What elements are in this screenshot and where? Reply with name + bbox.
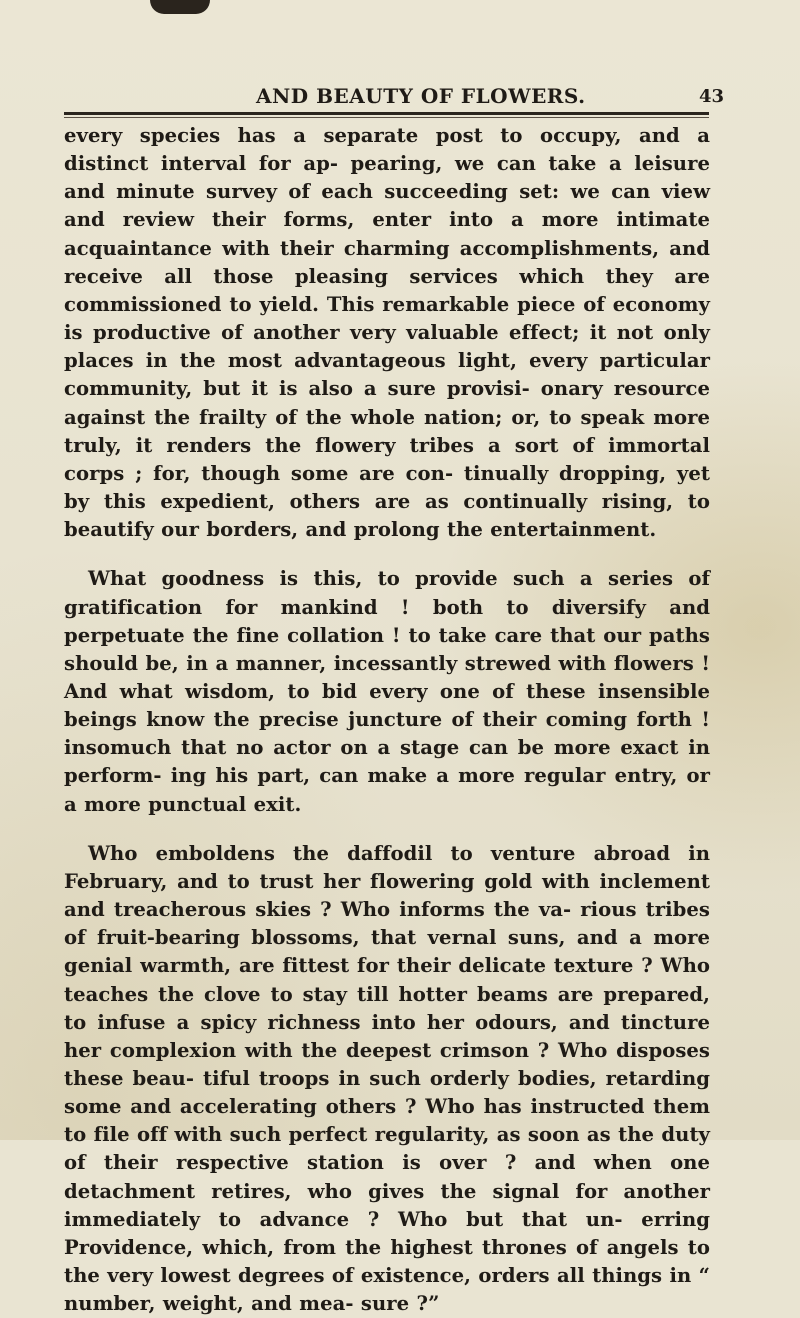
page-number: 43 <box>699 86 725 107</box>
paragraph-3: Who emboldens the daffodil to venture abroad in February, and to trust her flowering gold with inclement and treacherous skies ? Who informs the va- rious tribes of fruit-bearing blossoms, that vernal suns, and a more genial warmth, are fittest for their delicate texture ? Who teaches the clove to stay till hotter beams are prepared, to infuse a spicy richness into her odours, and tincture her complexion with the deepest crimson ? Who disposes these beau- tiful troops in such orderly bodies, retarding some and accelerating others ? Who has instructed them to file off with such perfect regularity, as soon as the duty of their respective station is over ? and when one detachment retires, who gives the signal for another immediately to advance ? Who but that un- erring Providence, which, from the highest thrones of angels to the very lowest degrees of existence, orders all things in “ number, weight, and mea- sure ?” <box>64 841 710 1316</box>
header-rule-thin <box>64 117 709 118</box>
ink-blot <box>150 0 210 14</box>
paragraph-2: What goodness is this, to provide such a series of gratification for mankind ! both to diversify and perpetuate the fine collation ! to take care that our paths should be, in a manner, incessantly strewed with flowers ! And what wisdom, to bid every one of these insensible beings know the precise juncture of their coming forth ! insomuch that no actor on a stage can be more exact in perform- ing his part, can make a more regular entry, or a more punctual exit. <box>64 567 710 816</box>
paragraph-1: every species has a separate post to occupy, and a distinct interval for ap- pearing, we can take a leisure and minute survey of each succeeding set: we can view and review their forms, enter into a more intimate acquaintance with their charming accomplishments, and receive all those pleasing services which they are commissioned to yield. This remarkable piece of economy is productive of another very valuable effect; it not only places in the most advantageous light, every particular community, but it is also a sure provisi- onary resource against the frailty of the whole nation; or, to speak more truly, it renders the flowery tribes a sort of immortal corps ; for, though some are con- tinually dropping, yet by this expedient, others are as continually rising, to beautify our borders, and prolong the entertainment. <box>64 124 710 542</box>
body-text <box>64 122 710 1318</box>
running-head: AND BEAUTY OF FLOWERS. <box>256 84 586 108</box>
header-rule <box>64 112 709 115</box>
